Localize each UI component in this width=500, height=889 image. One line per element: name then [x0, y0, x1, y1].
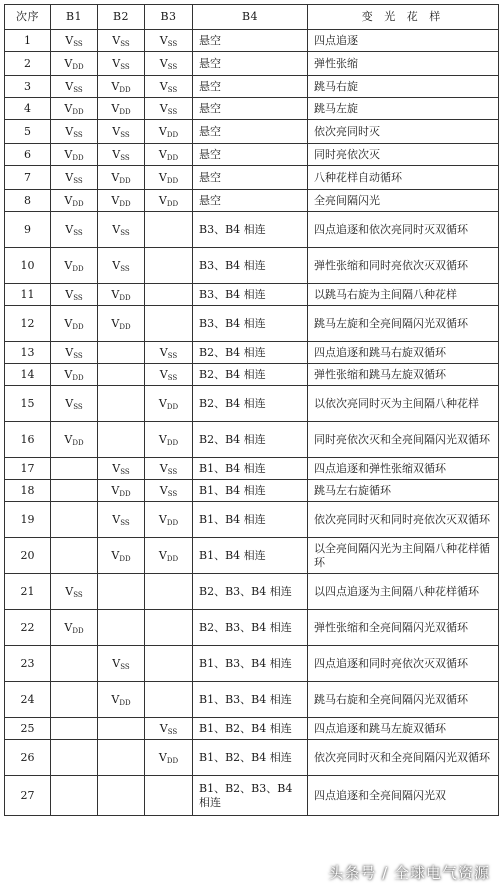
table-row: [5, 212, 499, 248]
pattern-cell: 四点追逐和全亮间隔闪光双: [308, 776, 499, 816]
pattern-cell: 跳马左旋和全亮间隔闪光双循环: [308, 306, 499, 342]
b3-cell: $V_{SS}$: [145, 98, 193, 120]
b4-cell: B1、B4 相连: [193, 538, 308, 574]
b3-cell: $V_{SS}$: [145, 342, 193, 364]
header-b4: B4: [193, 5, 308, 30]
pattern-table: [4, 4, 499, 816]
order-cell: 22: [5, 610, 51, 646]
b1-cell: $V_{DD}$: [51, 306, 98, 342]
b2-cell: $V_{SS}$: [98, 458, 145, 480]
b3-cell: [145, 610, 193, 646]
order-cell: 23: [5, 646, 51, 682]
table-row: [5, 120, 499, 144]
pattern-cell: 同时亮依次灭: [308, 144, 499, 166]
b4-cell: B1、B4 相连: [193, 480, 308, 502]
b2-cell: $V_{SS}$: [98, 52, 145, 76]
b4-cell: 悬空: [193, 166, 308, 190]
table-row: [5, 458, 499, 480]
b4-cell: B2、B4 相连: [193, 386, 308, 422]
b3-cell: $V_{SS}$: [145, 52, 193, 76]
b3-cell: [145, 776, 193, 816]
b1-cell: [51, 740, 98, 776]
order-cell: 12: [5, 306, 51, 342]
b4-cell: B1、B3、B4 相连: [193, 646, 308, 682]
b3-cell: $V_{DD}$: [145, 502, 193, 538]
b3-cell: $V_{SS}$: [145, 718, 193, 740]
order-cell: 24: [5, 682, 51, 718]
b1-cell: $V_{DD}$: [51, 98, 98, 120]
b4-cell: 悬空: [193, 120, 308, 144]
b2-cell: $V_{SS}$: [98, 30, 145, 52]
b3-cell: [145, 284, 193, 306]
pattern-cell: 四点追逐和跳马左旋双循环: [308, 718, 499, 740]
b4-cell: B2、B4 相连: [193, 364, 308, 386]
b1-cell: $V_{SS}$: [51, 342, 98, 364]
order-cell: 25: [5, 718, 51, 740]
order-cell: 16: [5, 422, 51, 458]
b2-cell: $V_{SS}$: [98, 144, 145, 166]
pattern-cell: 弹性张缩和跳马左旋双循环: [308, 364, 499, 386]
table-row: [5, 776, 499, 816]
b4-cell: B3、B4 相连: [193, 306, 308, 342]
b2-cell: [98, 574, 145, 610]
b1-cell: $V_{SS}$: [51, 166, 98, 190]
b1-cell: $V_{DD}$: [51, 144, 98, 166]
order-cell: 13: [5, 342, 51, 364]
b4-cell: B2、B3、B4 相连: [193, 574, 308, 610]
order-cell: 14: [5, 364, 51, 386]
order-cell: 6: [5, 144, 51, 166]
order-cell: 3: [5, 76, 51, 98]
table-row: [5, 52, 499, 76]
b1-cell: [51, 502, 98, 538]
b4-cell: 悬空: [193, 76, 308, 98]
header-b3: B3: [145, 5, 193, 30]
b4-cell: 悬空: [193, 30, 308, 52]
pattern-cell: 四点追逐: [308, 30, 499, 52]
b2-cell: $V_{SS}$: [98, 120, 145, 144]
order-cell: 5: [5, 120, 51, 144]
table-row: [5, 740, 499, 776]
b2-cell: [98, 422, 145, 458]
b3-cell: $V_{SS}$: [145, 480, 193, 502]
order-cell: 18: [5, 480, 51, 502]
b3-cell: $V_{DD}$: [145, 538, 193, 574]
b1-cell: [51, 458, 98, 480]
b2-cell: $V_{SS}$: [98, 248, 145, 284]
b4-cell: B1、B2、B4 相连: [193, 740, 308, 776]
b3-cell: [145, 248, 193, 284]
pattern-cell: 同时亮依次灭和全亮间隔闪光双循环: [308, 422, 499, 458]
b1-cell: $V_{DD}$: [51, 52, 98, 76]
order-cell: 10: [5, 248, 51, 284]
b4-cell: B2、B4 相连: [193, 422, 308, 458]
b2-cell: $V_{SS}$: [98, 646, 145, 682]
table-row: [5, 248, 499, 284]
table-row: [5, 284, 499, 306]
table-row: [5, 98, 499, 120]
pattern-cell: 跳马左右旋循环: [308, 480, 499, 502]
b4-cell: B3、B4 相连: [193, 212, 308, 248]
table-row: [5, 30, 499, 52]
order-cell: 9: [5, 212, 51, 248]
pattern-cell: 弹性张缩和同时亮依次灭双循环: [308, 248, 499, 284]
b3-cell: $V_{SS}$: [145, 30, 193, 52]
b2-cell: $V_{DD}$: [98, 76, 145, 98]
b1-cell: $V_{SS}$: [51, 120, 98, 144]
b1-cell: $V_{SS}$: [51, 386, 98, 422]
b1-cell: $V_{SS}$: [51, 574, 98, 610]
table-row: [5, 166, 499, 190]
b1-cell: $V_{SS}$: [51, 212, 98, 248]
b2-cell: [98, 740, 145, 776]
table-row: [5, 574, 499, 610]
b1-cell: $V_{DD}$: [51, 422, 98, 458]
b2-cell: $V_{DD}$: [98, 190, 145, 212]
table-row: [5, 306, 499, 342]
b3-cell: [145, 306, 193, 342]
b4-cell: B3、B4 相连: [193, 284, 308, 306]
order-cell: 7: [5, 166, 51, 190]
b2-cell: [98, 386, 145, 422]
b4-cell: B1、B2、B3、B4 相连: [193, 776, 308, 816]
pattern-cell: 八种花样自动循环: [308, 166, 499, 190]
table-row: [5, 610, 499, 646]
order-cell: 21: [5, 574, 51, 610]
b4-cell: B1、B4 相连: [193, 458, 308, 480]
table-row: [5, 718, 499, 740]
table-row: [5, 386, 499, 422]
b4-cell: B2、B4 相连: [193, 342, 308, 364]
order-cell: 4: [5, 98, 51, 120]
order-cell: 1: [5, 30, 51, 52]
b1-cell: $V_{DD}$: [51, 190, 98, 212]
b1-cell: $V_{DD}$: [51, 610, 98, 646]
header-b2: B2: [98, 5, 145, 30]
b2-cell: $V_{DD}$: [98, 538, 145, 574]
b2-cell: $V_{DD}$: [98, 306, 145, 342]
b3-cell: [145, 574, 193, 610]
order-cell: 11: [5, 284, 51, 306]
b1-cell: $V_{SS}$: [51, 284, 98, 306]
b1-cell: [51, 480, 98, 502]
pattern-cell: 四点追逐和依次亮同时灭双循环: [308, 212, 499, 248]
order-cell: 26: [5, 740, 51, 776]
b2-cell: $V_{SS}$: [98, 212, 145, 248]
pattern-cell: 跳马右旋: [308, 76, 499, 98]
b3-cell: $V_{DD}$: [145, 386, 193, 422]
b2-cell: $V_{DD}$: [98, 682, 145, 718]
order-cell: 17: [5, 458, 51, 480]
b2-cell: $V_{DD}$: [98, 284, 145, 306]
b1-cell: [51, 538, 98, 574]
pattern-cell: 依次亮同时灭和全亮间隔闪光双循环: [308, 740, 499, 776]
table-row: [5, 342, 499, 364]
pattern-cell: 依次亮同时灭: [308, 120, 499, 144]
b3-cell: $V_{DD}$: [145, 422, 193, 458]
header-order: 次序: [5, 5, 51, 30]
table-row: [5, 76, 499, 98]
watermark: 头条号 / 全球电气资源: [328, 864, 490, 882]
b3-cell: $V_{DD}$: [145, 144, 193, 166]
b1-cell: [51, 718, 98, 740]
b2-cell: $V_{DD}$: [98, 98, 145, 120]
b1-cell: [51, 682, 98, 718]
b1-cell: [51, 776, 98, 816]
pattern-cell: 以全亮间隔闪光为主间隔八种花样循环: [308, 538, 499, 574]
header-pattern: 变 光 花 样: [308, 5, 499, 30]
table-row: [5, 480, 499, 502]
pattern-cell: 跳马右旋和全亮间隔闪光双循环: [308, 682, 499, 718]
pattern-cell: 弹性张缩: [308, 52, 499, 76]
b1-cell: $V_{DD}$: [51, 248, 98, 284]
b4-cell: B3、B4 相连: [193, 248, 308, 284]
order-cell: 27: [5, 776, 51, 816]
pattern-cell: 四点追逐和跳马右旋双循环: [308, 342, 499, 364]
b3-cell: [145, 682, 193, 718]
b2-cell: [98, 342, 145, 364]
pattern-cell: 以跳马右旋为主间隔八种花样: [308, 284, 499, 306]
pattern-cell: 四点追逐和同时亮依次灭双循环: [308, 646, 499, 682]
pattern-cell: 全亮间隔闪光: [308, 190, 499, 212]
table-row: [5, 144, 499, 166]
b2-cell: [98, 610, 145, 646]
b3-cell: [145, 212, 193, 248]
pattern-cell: 以依次亮同时灭为主间隔八种花样: [308, 386, 499, 422]
header-row: [5, 5, 499, 30]
table-row: [5, 682, 499, 718]
order-cell: 20: [5, 538, 51, 574]
table-row: [5, 190, 499, 212]
b4-cell: 悬空: [193, 190, 308, 212]
header-b1: B1: [51, 5, 98, 30]
b4-cell: 悬空: [193, 52, 308, 76]
b3-cell: $V_{DD}$: [145, 166, 193, 190]
b3-cell: $V_{DD}$: [145, 190, 193, 212]
b3-cell: $V_{SS}$: [145, 76, 193, 98]
b1-cell: $V_{SS}$: [51, 76, 98, 98]
b2-cell: $V_{SS}$: [98, 502, 145, 538]
order-cell: 15: [5, 386, 51, 422]
order-cell: 19: [5, 502, 51, 538]
b4-cell: B1、B2、B4 相连: [193, 718, 308, 740]
b3-cell: [145, 646, 193, 682]
b4-cell: B2、B3、B4 相连: [193, 610, 308, 646]
b4-cell: 悬空: [193, 144, 308, 166]
order-cell: 8: [5, 190, 51, 212]
table-row: [5, 538, 499, 574]
pattern-cell: 以四点追逐为主间隔八种花样循环: [308, 574, 499, 610]
b4-cell: 悬空: [193, 98, 308, 120]
table-row: [5, 646, 499, 682]
b4-cell: B1、B4 相连: [193, 502, 308, 538]
b2-cell: [98, 776, 145, 816]
b1-cell: $V_{DD}$: [51, 364, 98, 386]
b3-cell: $V_{DD}$: [145, 120, 193, 144]
b3-cell: $V_{SS}$: [145, 458, 193, 480]
b4-cell: B1、B3、B4 相连: [193, 682, 308, 718]
b3-cell: $V_{DD}$: [145, 740, 193, 776]
b1-cell: [51, 646, 98, 682]
pattern-cell: 依次亮同时灭和同时亮依次灭双循环: [308, 502, 499, 538]
table-row: [5, 364, 499, 386]
order-cell: 2: [5, 52, 51, 76]
pattern-cell: 四点追逐和弹性张缩双循环: [308, 458, 499, 480]
table-row: [5, 502, 499, 538]
pattern-cell: 跳马左旋: [308, 98, 499, 120]
table-row: [5, 422, 499, 458]
b2-cell: $V_{DD}$: [98, 480, 145, 502]
b2-cell: [98, 364, 145, 386]
b2-cell: $V_{DD}$: [98, 166, 145, 190]
pattern-cell: 弹性张缩和全亮间隔闪光双循环: [308, 610, 499, 646]
b2-cell: [98, 718, 145, 740]
b1-cell: $V_{SS}$: [51, 30, 98, 52]
b3-cell: $V_{SS}$: [145, 364, 193, 386]
